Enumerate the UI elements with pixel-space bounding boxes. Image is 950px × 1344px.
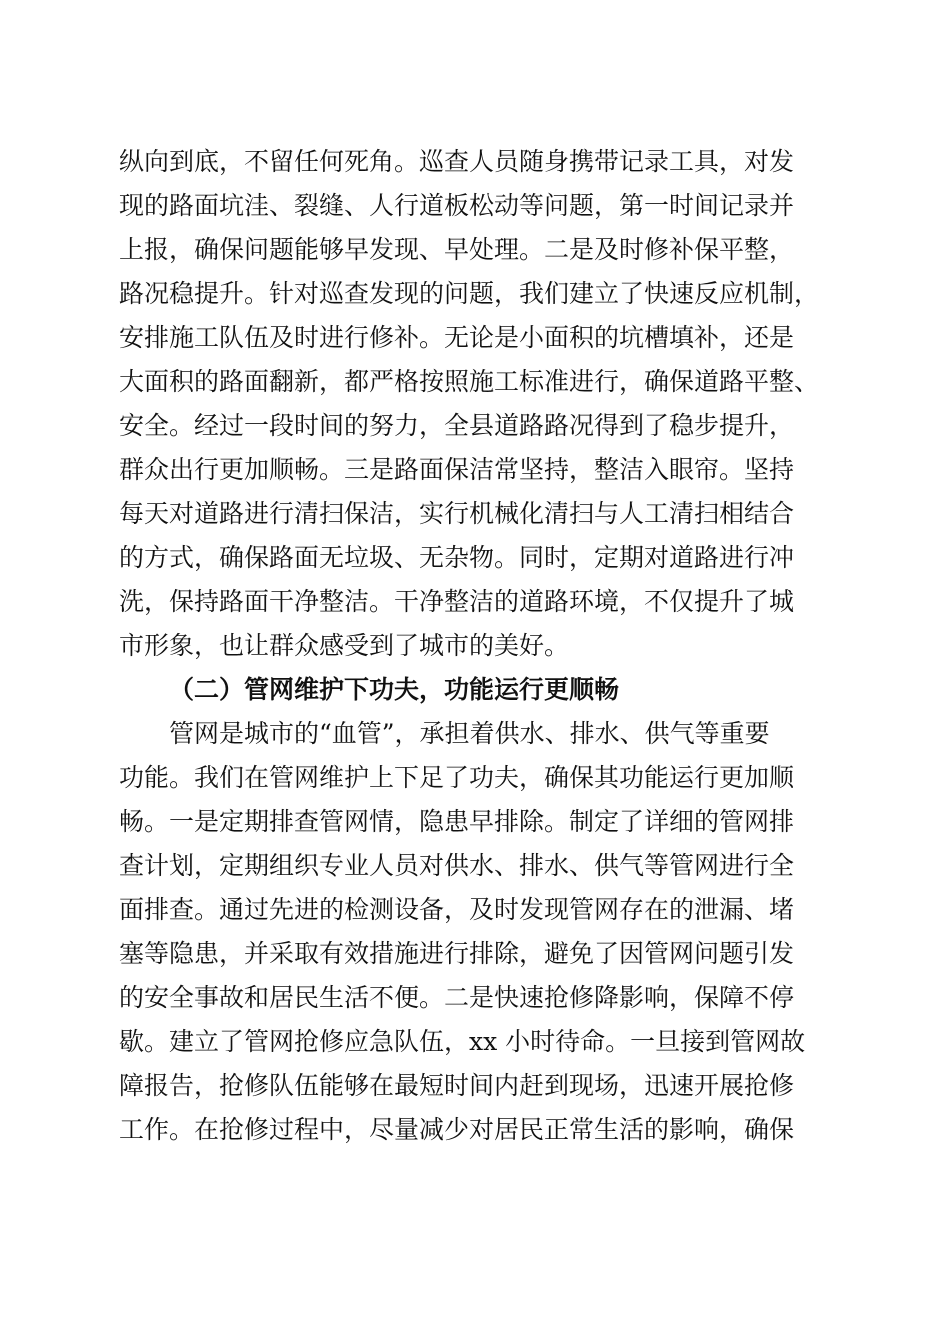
paragraph-line: 查计划，定期组织专业人员对供水、排水、供气等管网进行全 (119, 851, 795, 880)
paragraph-line: 歇。建立了管网抢修应急队伍，xx 小时待命。一旦接到管网故 (119, 1027, 806, 1056)
paragraph-line: 障报告，抢修队伍能够在最短时间内赶到现场，迅速开展抢修 (119, 1071, 795, 1100)
paragraph-line: 工作。在抢修过程中，尽量减少对居民正常生活的影响，确保 (119, 1115, 795, 1144)
paragraph-line: 每天对道路进行清扫保洁，实行机械化清扫与人工清扫相结合 (119, 499, 795, 528)
paragraph-line: 路况稳提升。针对巡查发现的问题，我们建立了快速反应机制， (119, 279, 820, 308)
paragraph-line: 安全。经过一段时间的努力，全县道路路况得到了稳步提升， (119, 411, 795, 440)
paragraph-line: 市形象，也让群众感受到了城市的美好。 (119, 631, 570, 660)
section-heading: （二）管网维护下功夫，功能运行更顺畅 (169, 675, 620, 704)
paragraph-line: 上报，确保问题能够早发现、早处理。二是及时修补保平整， (119, 235, 795, 264)
paragraph-line: 洗，保持路面干净整洁。干净整洁的道路环境，不仅提升了城 (119, 587, 795, 616)
paragraph-line: 塞等隐患，并采取有效措施进行排除，避免了因管网问题引发 (119, 939, 795, 968)
paragraph-line: 功能。我们在管网维护上下足了功夫，确保其功能运行更加顺 (119, 763, 795, 792)
paragraph-line: 群众出行更加顺畅。三是路面保洁常坚持，整洁入眼帘。坚持 (119, 455, 795, 484)
paragraph-line: 管网是城市的“血管”，承担着供水、排水、供气等重要 (169, 719, 770, 748)
paragraph-line: 面排查。通过先进的检测设备，及时发现管网存在的泄漏、堵 (119, 895, 795, 924)
paragraph-line: 畅。一是定期排查管网情，隐患早排除。制定了详细的管网排 (119, 807, 795, 836)
paragraph-line: 安排施工队伍及时进行修补。无论是小面积的坑槽填补，还是 (119, 323, 795, 352)
paragraph-line: 的方式，确保路面无垃圾、无杂物。同时，定期对道路进行冲 (119, 543, 795, 572)
paragraph-line: 的安全事故和居民生活不便。二是快速抢修降影响，保障不停 (119, 983, 795, 1012)
paragraph-line: 现的路面坑洼、裂缝、人行道板松动等问题，第一时间记录并 (119, 191, 795, 220)
paragraph-line: 纵向到底，不留任何死角。巡查人员随身携带记录工具，对发 (119, 147, 795, 176)
paragraph-line: 大面积的路面翻新，都严格按照施工标准进行，确保道路平整、 (119, 367, 820, 396)
